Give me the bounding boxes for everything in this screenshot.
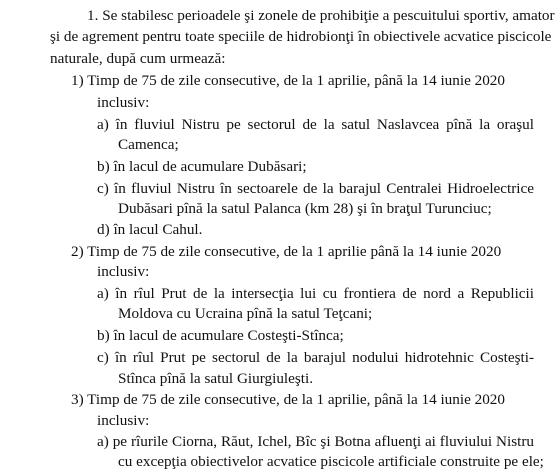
section-2-header-line-1: 2) Timp de 75 de zile consecutive, de la 1 aprilie până la 14 iunie 2020	[71, 243, 502, 260]
section-2-item-b: b) în lacul de acumulare Costeşti-Stînca;	[97, 327, 344, 344]
section-3-item-a-line-1: a) pe rîurile Ciorna, Răut, Ichel, Bîc şi Botna afluenţi ai fluviului Nistru	[97, 433, 534, 450]
intro-line-3: naturale, după cum urmează:	[50, 50, 226, 67]
section-2-item-a-line-1: a) în rîul Prut de la intersecţia lui cu frontiera de nord a Republicii	[97, 285, 534, 302]
section-1-item-a-line-2: Camenca;	[118, 136, 179, 153]
section-1-header-line-2: inclusiv:	[97, 94, 150, 111]
intro-line-1: 1. Se stabilesc perioadele şi zonele de prohibiţie a pescuitului sportiv, amator	[87, 7, 555, 24]
section-1-item-c-line-2: Dubăsari pînă la satul Palanca (km 28) şi în braţul Turunciuc;	[118, 200, 492, 217]
section-1-item-a-line-1: a) în fluviul Nistru pe sectorul de la satul Naslavcea pînă la oraşul	[97, 116, 534, 133]
section-3-item-a-line-2: cu excepţia obiectivelor acvatice piscicole artificiale construite pe ele;	[118, 453, 544, 470]
section-2-item-a-line-2: Moldova cu Ucraina pînă la satul Teţcani;	[118, 305, 373, 322]
intro-line-2: şi de agrement pentru toate speciile de hidrobionţi în obiectivele acvatice piscicole	[50, 28, 552, 45]
section-3-header-line-1: 3) Timp de 75 de zile consecutive, de la 1 aprilie, până la 14 iunie 2020	[71, 391, 505, 408]
section-2-item-c-line-1: c) în rîul Prut pe sectorul de la barajul nodului hidrotehnic Costeşti-	[97, 349, 534, 366]
section-1-header-line-1: 1) Timp de 75 de zile consecutive, de la 1 aprilie, până la 14 iunie 2020	[71, 72, 505, 89]
section-3-header-line-2: inclusiv:	[97, 412, 150, 429]
section-2-header-line-2: inclusiv:	[97, 263, 150, 280]
section-1-item-d: d) în lacul Cahul.	[97, 221, 203, 238]
section-2-item-c-line-2: Stînca pînă la satul Giurgiuleşti.	[118, 370, 314, 387]
section-1-item-c-line-1: c) în fluviul Nistru în sectoarele de la barajul Centralei Hidroelectrice	[97, 180, 534, 197]
section-1-item-b: b) în lacul de acumulare Dubăsari;	[97, 158, 307, 175]
